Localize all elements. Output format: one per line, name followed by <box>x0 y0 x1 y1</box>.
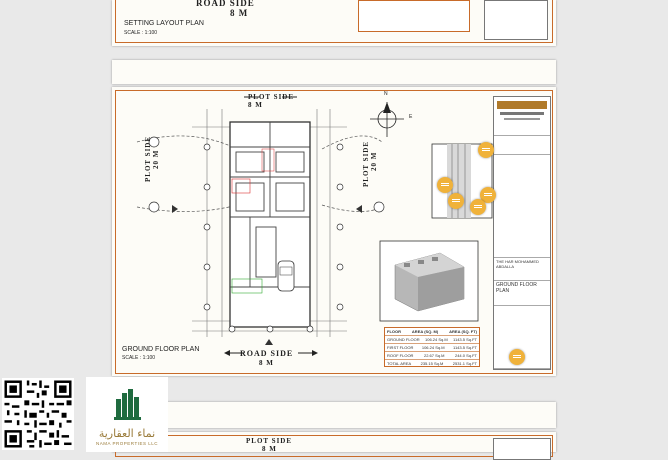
drawing-title: GROUND FLOOR PLAN <box>494 281 550 306</box>
plot-side-right-label: PLOT SIDE <box>362 140 370 187</box>
road-side-bottom-label: ROAD SIDE <box>240 349 294 358</box>
road-side-label: ROAD SIDE <box>196 0 255 8</box>
sheet-border <box>115 435 553 457</box>
company-logo-block <box>494 101 550 136</box>
plot-side-top-label: PLOT SIDE <box>248 93 295 101</box>
compass-e: E <box>409 114 413 120</box>
layout-scale: SCALE : 1:100 <box>124 30 158 36</box>
area-table <box>384 327 480 367</box>
table-row: FIRST FLOOR 106.24 Sq.M 1143.5 Sq.FT <box>385 344 479 352</box>
brand-english-name: NAMA PROPERTIES LLC <box>96 441 158 446</box>
table-row: ROOF FLOOR 22.67 Sq.M 244.0 Sq.FT <box>387 353 477 358</box>
floor-plan-drawing <box>112 87 556 376</box>
drawing-page-bottom <box>112 432 556 452</box>
comment-annotation-icon[interactable] <box>448 193 464 209</box>
comment-annotation-icon[interactable] <box>509 349 525 365</box>
plot-side-left-dim: 20 M <box>152 149 160 169</box>
plan-scale: SCALE : 1:100 <box>122 355 156 361</box>
brand-arabic-name: نماء العقارية <box>98 427 156 440</box>
compass-n: N <box>384 91 388 97</box>
blank-page-strip <box>112 60 556 84</box>
plot-side-top-dim: 8 M <box>248 101 263 109</box>
area-table-header: FLOOR AREA (SQ. M) AREA (SQ. FT) <box>387 329 477 334</box>
owner-name: THE HAR MOHAMMED ABDALLA <box>494 258 550 281</box>
plot-side-left-label: PLOT SIDE <box>144 135 152 182</box>
layout-title: SETTING LAYOUT PLAN <box>124 20 204 27</box>
client-logo-row <box>494 136 550 155</box>
table-row: TOTAL AREA 235.15 Sq.M 2531.1 Sq.FT <box>387 361 477 366</box>
plot-side-right-dim: 20 M <box>370 151 378 171</box>
comment-annotation-icon[interactable] <box>437 177 453 193</box>
comment-annotation-icon[interactable] <box>478 142 494 158</box>
road-side-bottom-dim: 8 M <box>259 359 274 367</box>
title-block <box>493 96 551 370</box>
blank-page-strip <box>112 402 556 428</box>
road-side-dim: 8 M <box>230 8 249 18</box>
table-row: GROUND FLOOR 106.24 Sq.M 1143.5 Sq.FT <box>387 337 477 342</box>
plot-side-dim: 8 M <box>262 445 277 453</box>
building-logo-icon <box>86 377 168 425</box>
brand-logo[interactable] <box>86 377 168 452</box>
title-block-top <box>484 0 548 40</box>
qr-code[interactable] <box>2 378 74 450</box>
plan-title: GROUND FLOOR PLAN <box>122 346 200 353</box>
comment-annotation-icon[interactable] <box>470 199 486 215</box>
title-block-bottom <box>493 438 551 460</box>
drawing-page-top <box>112 0 556 46</box>
plot-side-label: PLOT SIDE <box>246 437 293 445</box>
area-table-top <box>358 0 470 32</box>
notes-row <box>494 155 550 258</box>
drawing-page-main <box>112 87 556 376</box>
